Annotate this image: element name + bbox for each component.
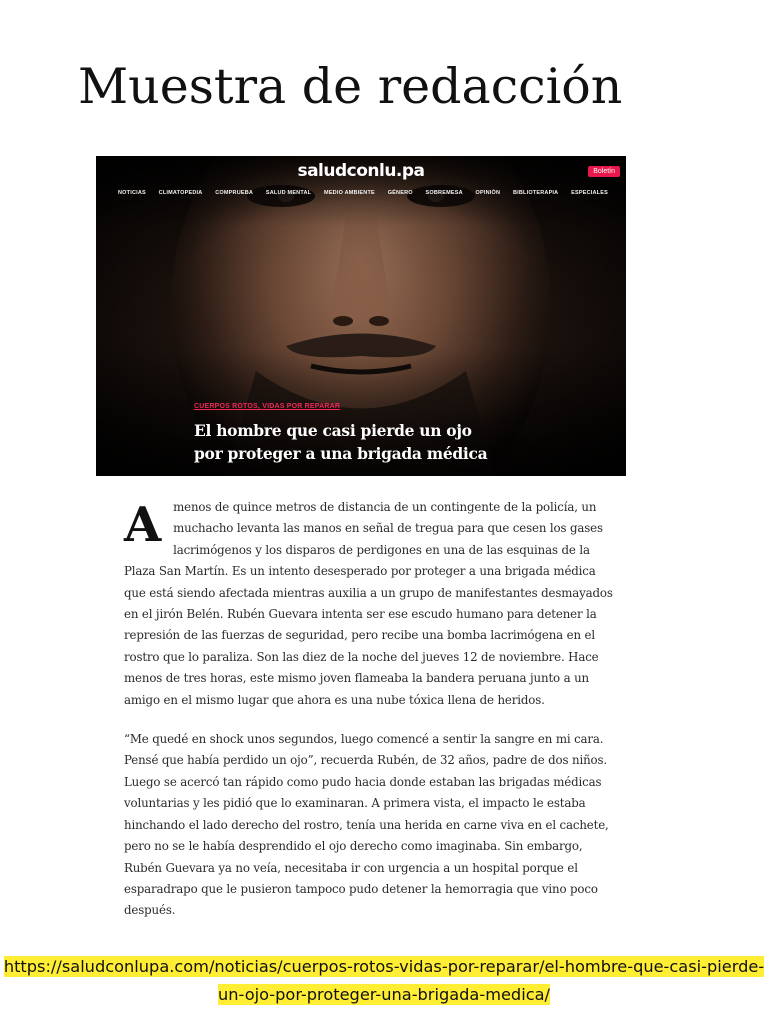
article-paragraph-1: [124, 497, 616, 711]
nav-item-genero[interactable]: GÉNERO: [387, 190, 413, 196]
nav-item-comprueba[interactable]: COMPRUEBA: [215, 190, 254, 196]
nav-item-opinion[interactable]: OPINIÓN: [475, 190, 501, 196]
drop-cap: A: [124, 497, 162, 553]
article-kicker[interactable]: CUERPOS ROTOS, VIDAS POR REPARAR: [194, 403, 341, 410]
article-body: [124, 497, 616, 922]
page-title: Muestra de redacción: [78, 58, 623, 115]
site-nav: [118, 190, 608, 196]
nav-item-especiales[interactable]: ESPECIALES: [571, 190, 608, 196]
newsletter-button[interactable]: Boletín: [588, 166, 620, 177]
nav-item-medio-ambiente[interactable]: MEDIO AMBIENTE: [324, 190, 375, 196]
article-hero-screenshot: [96, 156, 626, 476]
nav-item-salud-mental[interactable]: SALUD MENTAL: [265, 190, 312, 196]
site-logo[interactable]: saludconlu.pa: [297, 161, 425, 181]
nav-item-noticias[interactable]: NOTICIAS: [118, 190, 146, 196]
article-headline: El hombre que casi pierde un ojo por proteger a una brigada médica: [194, 421, 488, 463]
nav-item-climatopedia[interactable]: CLIMATOPEDIA: [158, 190, 203, 196]
source-url-link[interactable]: https://saludconlupa.com/noticias/cuerpos-rotos-vidas-por-reparar/el-hombre-que-casi-pierde-un-ojo-por-proteger-una-brigada-medica/: [3, 957, 765, 1004]
nav-item-biblioterapia[interactable]: BIBLIOTERAPIA: [512, 190, 559, 196]
article-paragraph-2: “Me quedé en shock unos segundos, luego comencé a sentir la sangre en mi cara. Pensé que había perdido un ojo”, recuerda Rubén, de 32 años, padre de dos niños. Luego se acercó tan rápido como pudo hacia donde estaban las brigadas médicas voluntarias y les pidió que lo examinaran. A primera vista, el impacto le estaba hinchando el lado derecho del rostro, tenía una herida en carne viva en el cachete, pero no se le había desprendido el ojo derecho como imaginaba. Sin embargo, Rubén Guevara ya no veía, necesitaba ir con urgencia a un hospital porque el esparadrapo que le pusieron tampoco pudo detener la hemorragia que vino poco después.: [124, 732, 609, 918]
paragraph-1-text: menos de quince metros de distancia de un contingente de la policía, un muchacho levanta las manos en señal de tregua para que cesen los gases lacrimógenos y los disparos de perdigones en una de las esquinas de la Plaza San Martín. Es un intento desesperado por proteger a una brigada médica que está siendo afectada mientras auxilia a un grupo de manifestantes desmayados en el jirón Belén. Rubén Guevara intenta ser ese escudo humano para detener la represión de las fuerzas de seguridad, pero recibe una bomba lacrimógena en el rostro que lo paraliza. Son las diez de la noche del jueves 12 de noviembre. Hace menos de tres horas, este mismo joven flameaba la bandera peruana junto a un amigo en el mismo lugar que ahora es una nube tóxica llena de heridos.: [124, 500, 613, 707]
source-url-caption: [0, 953, 768, 1009]
nav-item-sobremesa[interactable]: SOBREMESA: [425, 190, 463, 196]
